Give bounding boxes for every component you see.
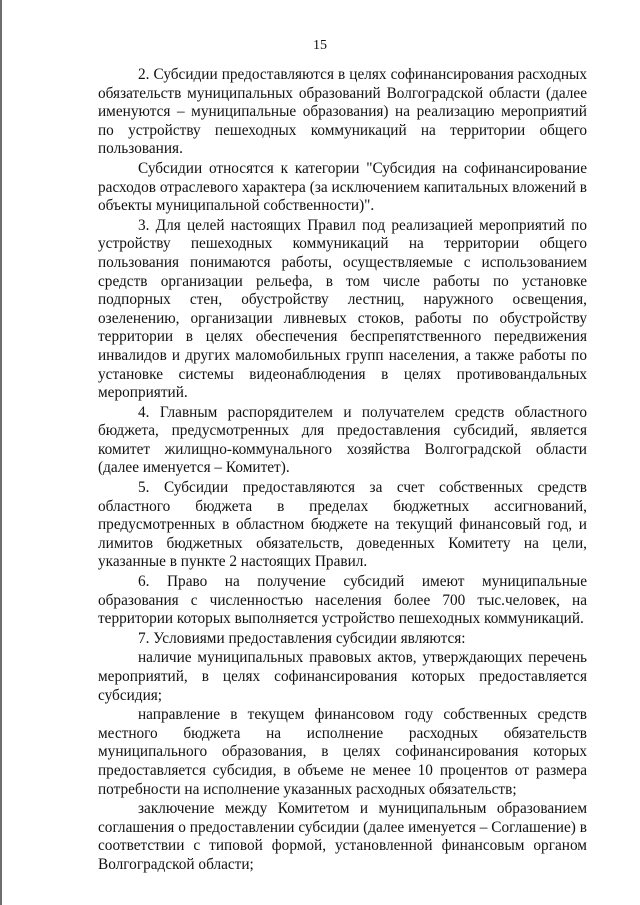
page-edge — [0, 0, 2, 905]
paragraph-3: 3. Для целей настоящих Правил под реализацией мероприятий по устройству пешеходных коммуникаций на территории общего пользования понимаются работы, осуществляемые с использованием средств организации рельефа, в том числе работы по установке подпорных стен, обустройству лестниц, наружного освещения, озеленению, организации ливневых стоков, работы по обустройству территории в целях обеспечения беспрепятственного передвижения инвалидов и других маломобильных групп населения, а также работы по установке системы видеонаблюдения в целях противовандальных мероприятий. — [98, 216, 587, 402]
condition-local-budget: направление в текущем финансовом году собственных средств местного бюджета на исполнение расходных обязательств муниципального образования, в целях софинансирования которых предоставляется субсидия, в объеме не менее 10 процентов от размера потребности на исполнение указанных расходных обязательств; — [98, 706, 587, 798]
condition-agreement: заключение между Комитетом и муниципальным образованием соглашения о предоставлении субсидии (далее именуется – Соглашение) в соответствии с типовой формой, установленной финансовым органом Волгоградской области; — [98, 800, 587, 873]
paragraph-6: 6. Право на получение субсидий имеют муниципальные образования с численностью населения более 700 тыс.человек, на территории которых выполняется устройство пешеходных коммуникаций. — [98, 573, 587, 628]
paragraph-subsidy-category: Субсидии относятся к категории "Субсидия на софинансирование расходов отраслевого характера (за исключением капитальных вложений в объекты муниципальной собственности)". — [98, 159, 587, 215]
paragraph-5: 5. Субсидии предоставляются за счет собственных средств областного бюджета в пределах бюджетных ассигнований, предусмотренных в областном бюджете на текущий финансовый год, и лимитов бюджетных обязательств, доведенных Комитету на цели, указанные в пункте 2 настоящих Правил. — [98, 479, 587, 571]
paragraph-7: 7. Условиями предоставления субсидии являются: — [138, 629, 466, 647]
page-number: 15 — [313, 38, 327, 53]
condition-legal-acts: наличие муниципальных правовых актов, утверждающих перечень мероприятий, в целях софинансирования которых предоставляется субсидия; — [98, 649, 587, 704]
document-body — [98, 66, 587, 876]
paragraph-2: 2. Субсидии предоставляются в целях софинансирования расходных обязательств муниципальных образований Волгоградской области (далее именуются – муниципальные образования) на реализацию мероприятий по устройству пешеходных коммуникаций на территории общего пользования. — [98, 66, 587, 158]
paragraph-4: 4. Главным распорядителем и получателем средств областного бюджета, предусмотренных для предоставления субсидий, является комитет жилищно-коммунального хозяйства Волгоградской области (далее именуется – Комитет). — [98, 403, 587, 477]
